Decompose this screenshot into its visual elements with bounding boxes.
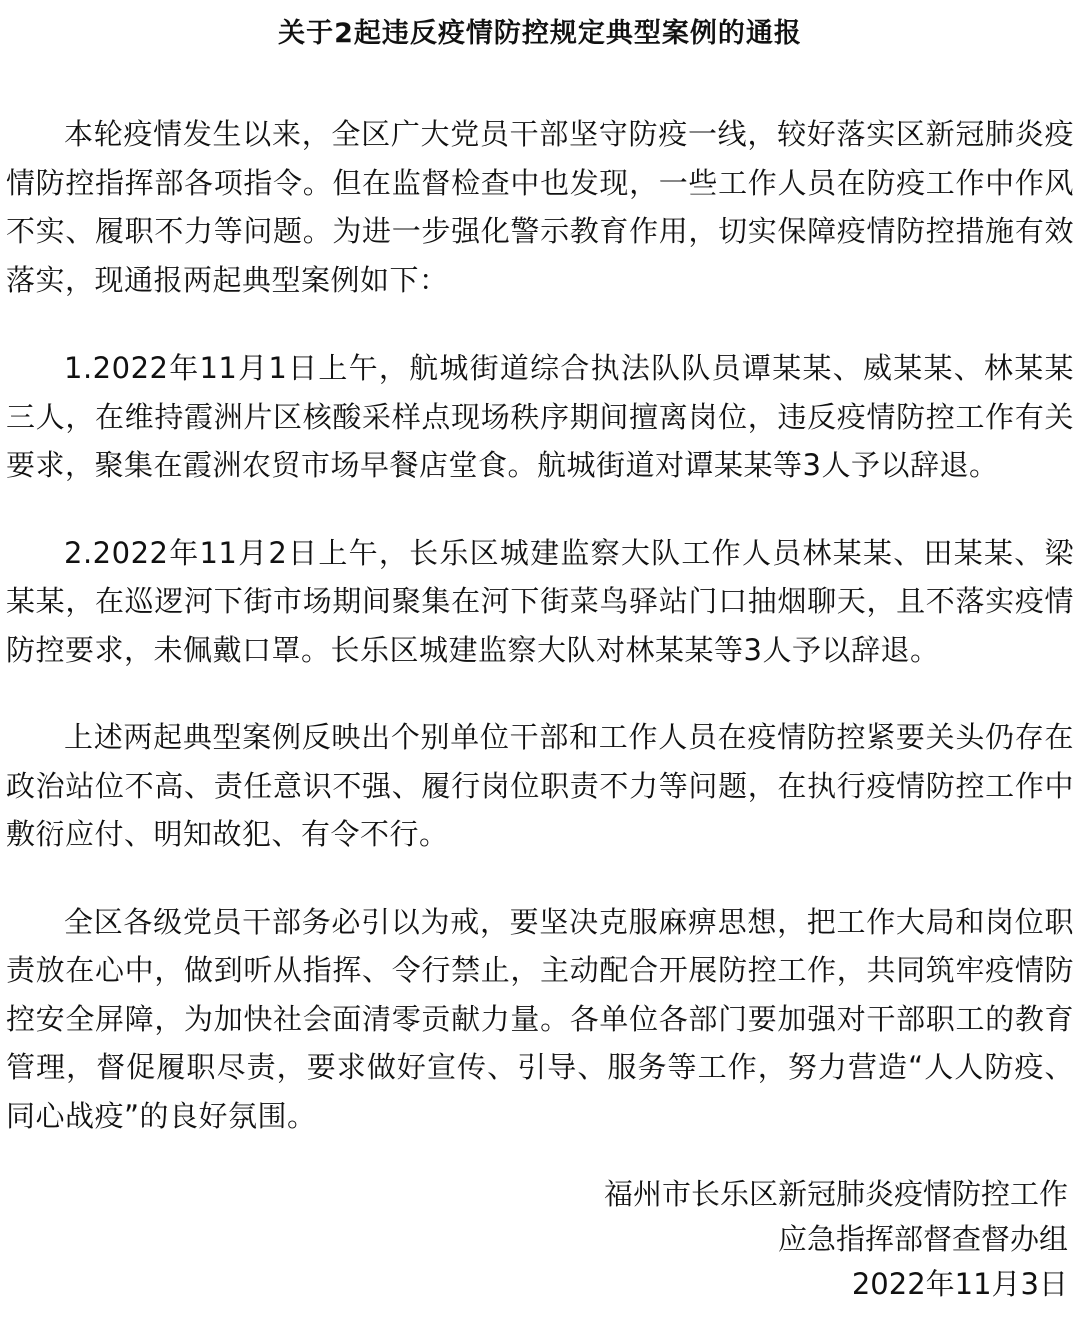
document-title: 关于2起违反疫情防控规定典型案例的通报	[278, 18, 802, 49]
signature-block	[6, 1172, 1074, 1307]
intro-paragraph: 本轮疫情发生以来，全区广大党员干部坚守防疫一线，较好落实区新冠肺炎疫情防控指挥部各项指令。但在监督检查中也发现，一些工作人员在防疫工作中作风不实、履职不力等问题。为进一步强化警示教育作用，切实保障疫情防控措施有效落实，现通报两起典型案例如下：	[6, 117, 1074, 297]
case-2-paragraph: 2.2022年11月2日上午，长乐区城建监察大队工作人员林某某、田某某、梁某某，在巡逻河下街市场期间聚集在河下街菜鸟驿站门口抽烟聊天，且不落实疫情防控要求，未佩戴口罩。长乐区城建监察大队对林某某等3人予以辞退。	[6, 535, 1074, 667]
issuing-org-line-1: 福州市长乐区新冠肺炎疫情防控工作	[603, 1177, 1068, 1211]
issue-date: 2022年11月3日	[851, 1267, 1068, 1301]
analysis-paragraph: 上述两起典型案例反映出个别单位干部和工作人员在疫情防控紧要关头仍存在政治站位不高、责任意识不强、履行岗位职责不力等问题，在执行疫情防控工作中敷衍应付、明知故犯、有令不行。	[6, 720, 1074, 851]
issuing-org-line-2: 应急指挥部督查督办组	[777, 1222, 1068, 1256]
requirement-paragraph: 全区各级党员干部务必引以为戒，要坚决克服麻痹思想，把工作大局和岗位职责放在心中，做到听从指挥、令行禁止，主动配合开展防控工作，共同筑牢疫情防控安全屏障，为加快社会面清零贡献力量。各单位各部门要加强对干部职工的教育管理，督促履职尽责，要求做好宣传、引导、服务等工作，努力营造“人人防疫、同心战疫”的良好氛围。	[6, 904, 1074, 1133]
case-1-paragraph: 1.2022年11月1日上午，航城街道综合执法队队员谭某某、威某某、林某某三人，在维持霞洲片区核酸采样点现场秩序期间擅离岗位，违反疫情防控工作有关要求，聚集在霞洲农贸市场早餐店堂食。航城街道对谭某某等3人予以辞退。	[6, 351, 1074, 482]
